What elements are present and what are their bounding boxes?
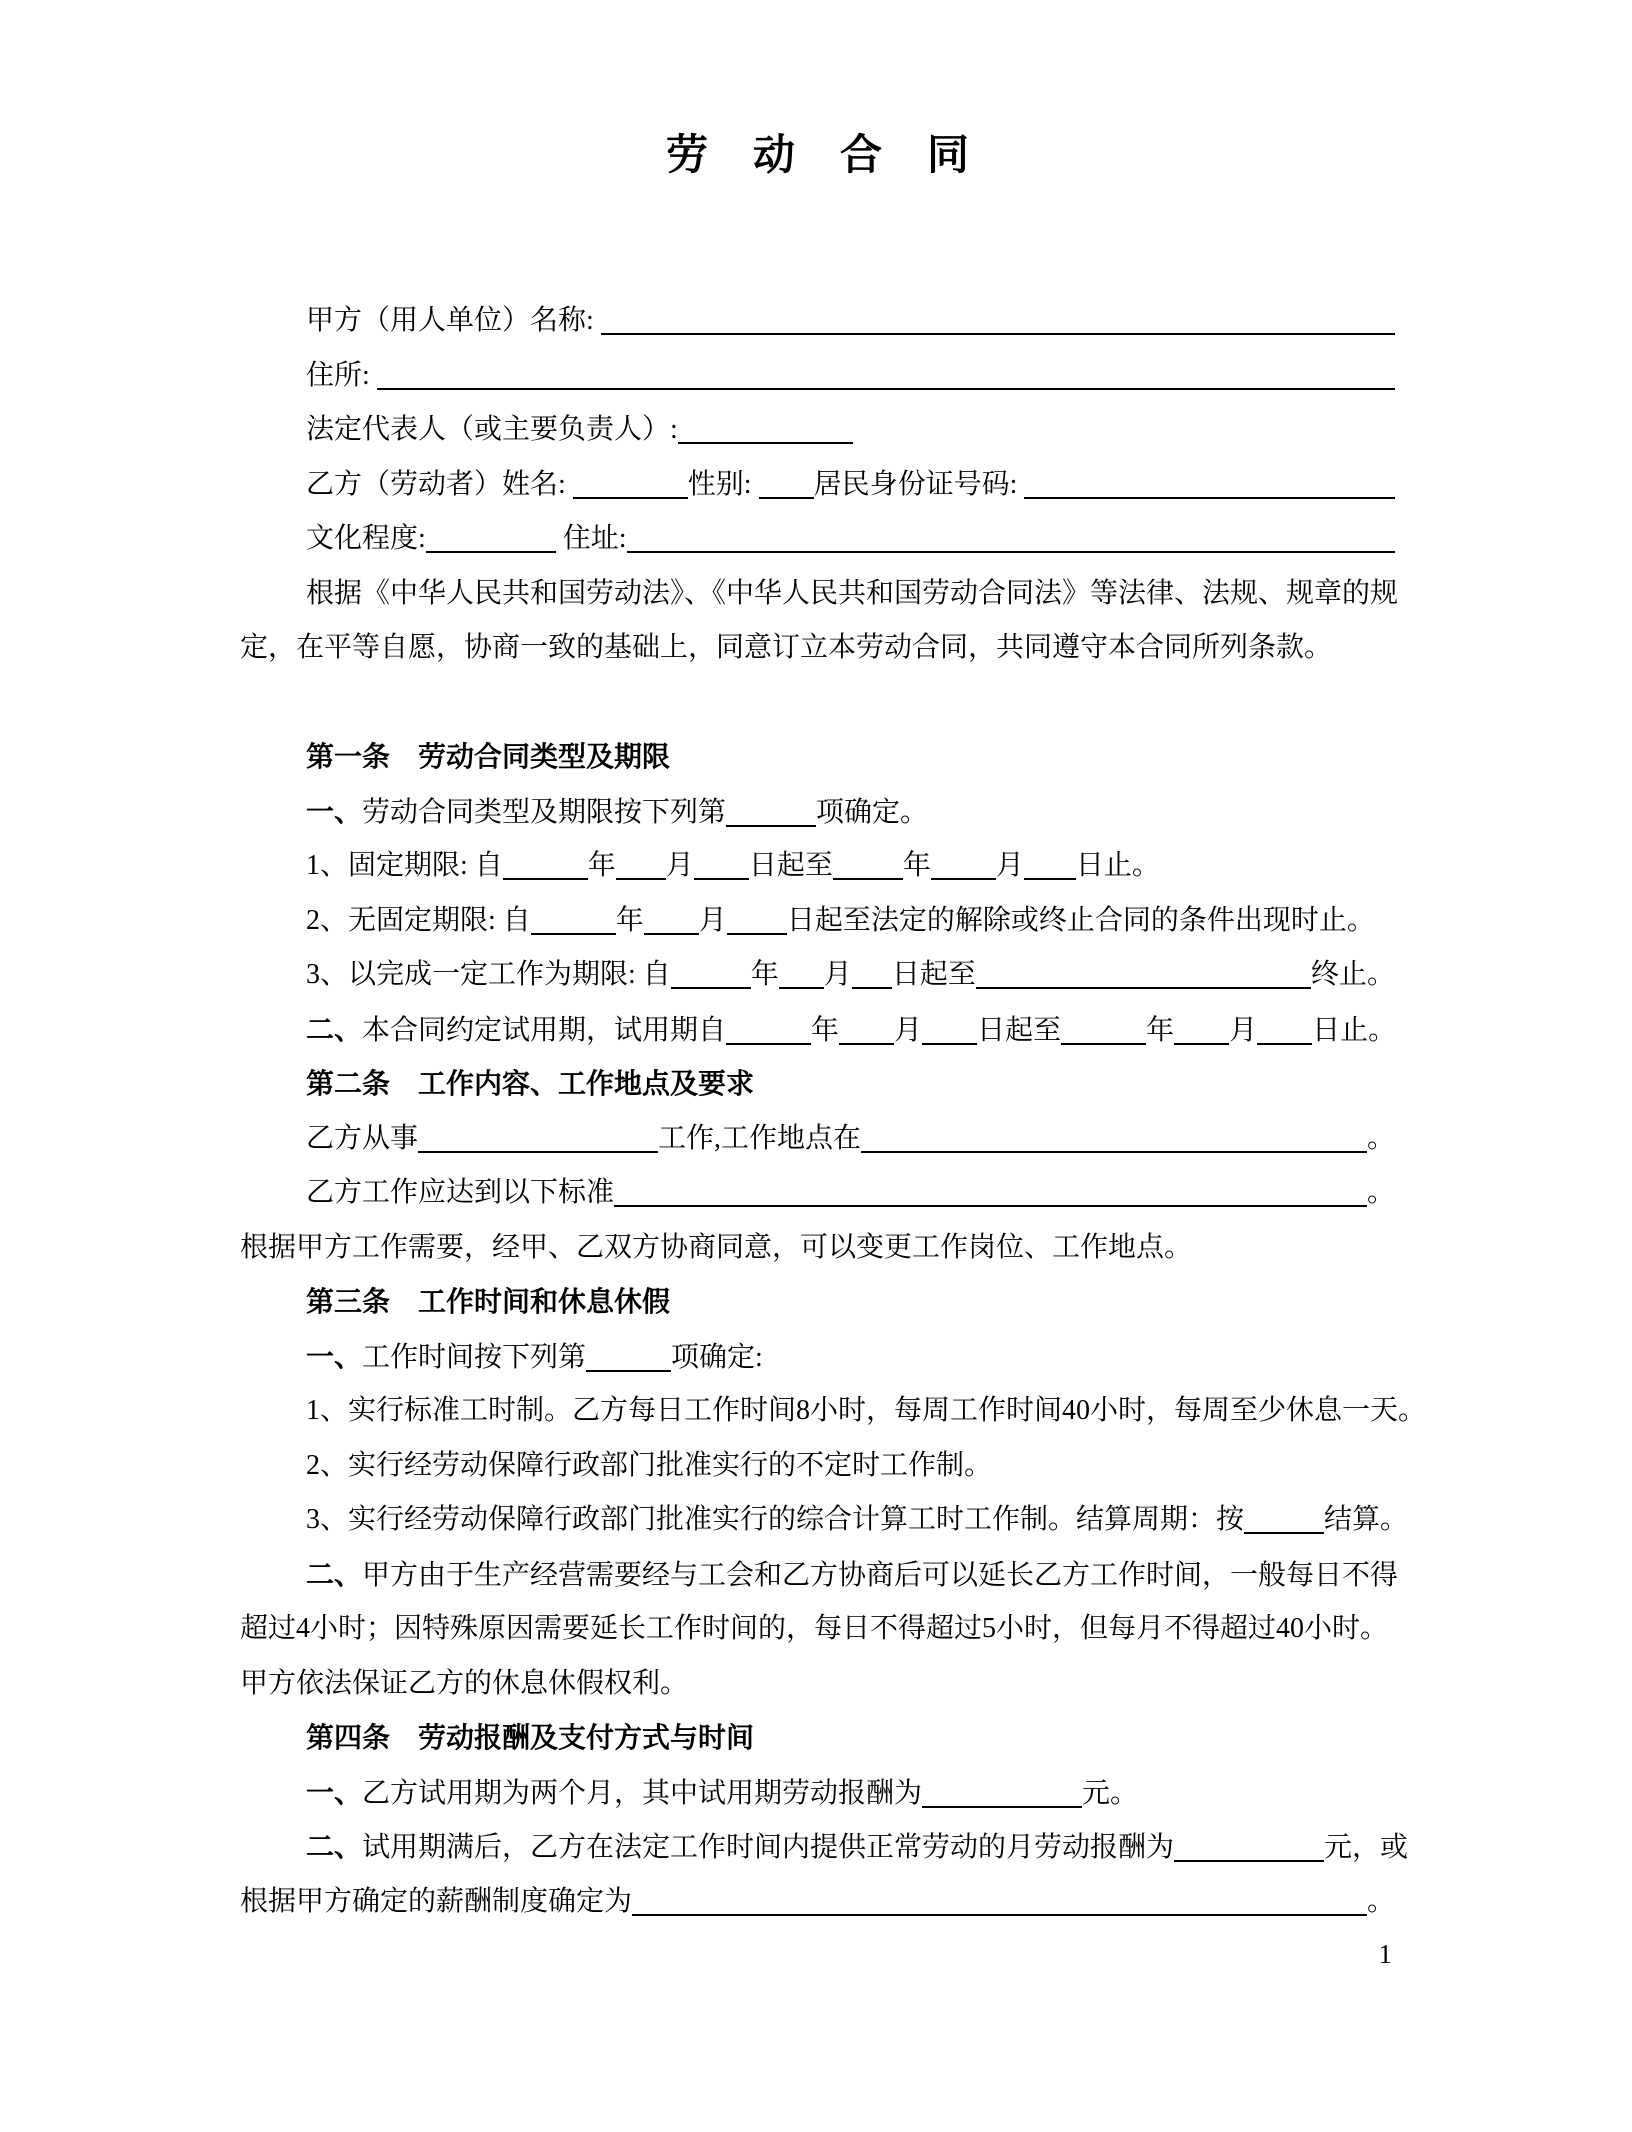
text-run: 年 xyxy=(1146,1014,1175,1046)
text-run: 项确定: xyxy=(671,1341,763,1373)
article-2-clause-standard xyxy=(240,1166,1395,1221)
document-title: 劳动合同 xyxy=(665,133,1014,179)
text-run: 日起至法定的解除或终止合同的条件出现时止。 xyxy=(786,904,1375,936)
text-run: 试用期满后，乙方在法定工作时间内提供正常劳动的月劳动报酬为 xyxy=(362,1832,1175,1863)
education-address-line xyxy=(240,512,1395,567)
fill-in-blank-field xyxy=(1024,848,1076,880)
fill-in-blank-field xyxy=(726,795,816,827)
article-2-clause-job xyxy=(240,1112,1395,1167)
fill-in-blank-field xyxy=(632,1884,1367,1916)
text-run: 第一条 劳动合同类型及期限 xyxy=(306,741,671,772)
text-run: 根据甲方工作需要，经甲、乙双方协商同意，可以变更工作岗位、工作地点。 xyxy=(240,1231,1193,1263)
fill-in-blank-field xyxy=(644,903,699,935)
article-1-clause-1-item-2 xyxy=(240,894,1395,949)
text-run: 。 xyxy=(1366,1177,1395,1208)
text-run: 月 xyxy=(665,850,694,881)
text-run: 年 xyxy=(615,904,644,936)
text-run: 甲方由于生产经营需要经与工会和乙方协商后可以延长乙方工作时间，一般每日不得 xyxy=(362,1559,1399,1591)
text-run: 甲方（用人单位）名称: xyxy=(306,305,601,336)
preamble-line-2 xyxy=(240,621,1395,676)
fill-in-blank-field xyxy=(839,1013,894,1045)
article-3-clause-1-item-2 xyxy=(240,1439,1395,1494)
text-run: 年 xyxy=(811,1014,840,1046)
list-marker: 一、 xyxy=(306,795,363,827)
text-run: 乙方从事 xyxy=(306,1122,419,1154)
article-3-clause-2-line-2 xyxy=(240,1602,1395,1657)
article-3-heading xyxy=(240,1275,1395,1330)
article-3-clause-1-item-3 xyxy=(240,1493,1409,1548)
fill-in-blank-field xyxy=(573,467,688,499)
article-1-clause-1-item-3 xyxy=(240,948,1395,1003)
text-run: 3、以完成一定工作为期限: 自 xyxy=(306,959,671,990)
fill-in-blank-field xyxy=(779,957,824,989)
party-a-name-line xyxy=(240,294,1395,349)
text-run: 住所: xyxy=(306,359,377,391)
text-run: 第二条 工作内容、工作地点及要求 xyxy=(306,1068,755,1099)
text-run: 定，在平等自愿，协商一致的基础上，同意订立本劳动合同，共同遵守本合同所列条款。 xyxy=(240,632,1333,663)
text-run: 2、实行经劳动保障行政部门批准实行的不定时工作制。 xyxy=(306,1449,993,1481)
article-4-clause-1 xyxy=(240,1766,1395,1821)
text-run: 超过4小时；因特殊原因需要延长工作时间的，每日不得超过5小时，但每月不得超过40小时。 xyxy=(240,1613,1389,1644)
fill-in-blank-field xyxy=(976,957,1311,989)
text-run: 年 xyxy=(902,850,931,881)
text-run: 工作时间按下列第 xyxy=(362,1341,587,1373)
article-3-clause-2-line-3 xyxy=(240,1657,1395,1712)
article-2-heading xyxy=(240,1057,1395,1112)
article-3-clause-1 xyxy=(240,1330,1395,1385)
text-run: 月 xyxy=(698,904,727,936)
list-marker: 二、 xyxy=(306,1831,363,1862)
text-run: 1、固定期限: 自 xyxy=(306,850,503,881)
fill-in-blank-field xyxy=(586,1340,671,1372)
text-run: 月 xyxy=(894,1014,923,1046)
list-marker: 二、 xyxy=(306,1013,363,1045)
text-run: 1、实行标准工时制。乙方每日工作时间8小时，每周工作时间40小时，每周至少休息一天。 xyxy=(306,1395,1427,1426)
text-run: 乙方工作应达到以下标准 xyxy=(306,1177,615,1208)
fill-in-blank-field xyxy=(1061,1013,1146,1045)
article-4-clause-2-line-1 xyxy=(240,1820,1409,1875)
text-run: 3、实行经劳动保障行政部门批准实行的综合计算工时工作制。结算周期：按 xyxy=(306,1504,1245,1535)
text-run: 工作,工作地点在 xyxy=(658,1122,862,1154)
page-number: 1 xyxy=(1378,1939,1392,1969)
list-marker: 一、 xyxy=(306,1776,363,1808)
text-run: 元，或 xyxy=(1324,1832,1409,1863)
text-run: 月 xyxy=(1229,1014,1258,1046)
text-run: 劳动合同类型及期限按下列第 xyxy=(362,796,727,828)
fill-in-blank-field xyxy=(852,957,892,989)
text-run: 第四条 劳动报酬及支付方式与时间 xyxy=(306,1722,755,1753)
fill-in-blank-field xyxy=(531,903,616,935)
fill-in-blank-field xyxy=(726,1013,811,1045)
fill-in-blank-field xyxy=(627,521,1395,553)
preamble-line-1 xyxy=(240,567,1399,622)
text-run: 法定代表人（或主要负责人）: xyxy=(306,414,678,445)
text-run: 项确定。 xyxy=(816,796,929,828)
text-run: 元。 xyxy=(1082,1777,1139,1809)
text-run: 住址: xyxy=(555,523,627,554)
text-run: 日起至 xyxy=(748,850,833,881)
text-run: 文化程度: xyxy=(306,523,426,554)
blank-spacer-line xyxy=(240,676,1395,731)
article-4-heading xyxy=(240,1711,1395,1766)
fill-in-blank-field xyxy=(922,1776,1082,1808)
text-run: 日止。 xyxy=(1312,1014,1397,1046)
document-body xyxy=(240,294,1427,1929)
article-4-clause-2-line-2 xyxy=(240,1875,1395,1930)
fill-in-blank-field xyxy=(418,1121,658,1153)
fill-in-blank-field xyxy=(601,303,1395,335)
article-1-heading xyxy=(240,730,1395,785)
article-1-clause-2 xyxy=(240,1003,1395,1058)
fill-in-blank-field xyxy=(671,957,751,989)
fill-in-blank-field xyxy=(1244,1502,1324,1534)
fill-in-blank-field xyxy=(616,848,666,880)
fill-in-blank-field xyxy=(614,1175,1367,1207)
fill-in-blank-field xyxy=(922,1013,977,1045)
text-run: 月 xyxy=(823,959,852,990)
article-1-clause-1 xyxy=(240,785,1395,840)
text-run: 。 xyxy=(1366,1122,1395,1154)
fill-in-blank-field xyxy=(931,848,996,880)
text-run: 。 xyxy=(1366,1885,1395,1917)
fill-in-blank-field xyxy=(678,412,853,444)
text-run: 日止。 xyxy=(1075,850,1160,881)
fill-in-blank-field xyxy=(503,848,588,880)
text-run: 乙方试用期为两个月，其中试用期劳动报酬为 xyxy=(362,1777,923,1809)
fill-in-blank-field xyxy=(694,848,749,880)
fill-in-blank-field xyxy=(759,467,814,499)
text-run: 日起至 xyxy=(891,959,976,990)
party-b-identity-line xyxy=(240,458,1395,513)
text-run: 日起至 xyxy=(977,1014,1062,1046)
article-3-clause-1-item-1 xyxy=(240,1384,1427,1439)
list-marker: 一、 xyxy=(306,1340,363,1372)
text-run: 结算。 xyxy=(1324,1504,1409,1535)
list-marker: 二、 xyxy=(306,1558,363,1590)
fill-in-blank-field xyxy=(1174,1013,1229,1045)
legal-representative-line xyxy=(240,403,1395,458)
text-run: 乙方（劳动者）姓名: xyxy=(306,468,573,500)
text-run: 第三条 工作时间和休息休假 xyxy=(306,1286,671,1317)
text-run: 根据甲方确定的薪酬制度确定为 xyxy=(240,1885,633,1917)
fill-in-blank-field xyxy=(426,521,556,553)
fill-in-blank-field xyxy=(861,1121,1367,1153)
article-3-clause-2-line-1 xyxy=(240,1548,1399,1603)
text-run: 2、无固定期限: 自 xyxy=(306,904,531,936)
article-1-clause-1-item-1 xyxy=(240,839,1395,894)
fill-in-blank-field xyxy=(727,903,787,935)
text-run: 年 xyxy=(587,850,616,881)
text-run: 性别: xyxy=(687,468,759,500)
party-a-address-line xyxy=(240,349,1395,404)
fill-in-blank-field xyxy=(377,358,1395,390)
fill-in-blank-field xyxy=(1174,1830,1324,1862)
text-run: 根据《中华人民共和国劳动法》、《中华人民共和国劳动合同法》等法律、法规、规章的规 xyxy=(306,577,1399,609)
fill-in-blank-field xyxy=(833,848,903,880)
text-run: 甲方依法保证乙方的休息休假权利。 xyxy=(240,1667,689,1699)
text-run: 终止。 xyxy=(1310,959,1395,990)
fill-in-blank-field xyxy=(1024,467,1395,499)
fill-in-blank-field xyxy=(1257,1013,1312,1045)
text-run: 本合同约定试用期，试用期自 xyxy=(362,1014,727,1046)
text-run: 年 xyxy=(750,959,779,990)
article-2-clause-standard-cont xyxy=(240,1221,1395,1276)
text-run: 月 xyxy=(995,850,1024,881)
text-run: 居民身份证号码: xyxy=(813,468,1025,500)
